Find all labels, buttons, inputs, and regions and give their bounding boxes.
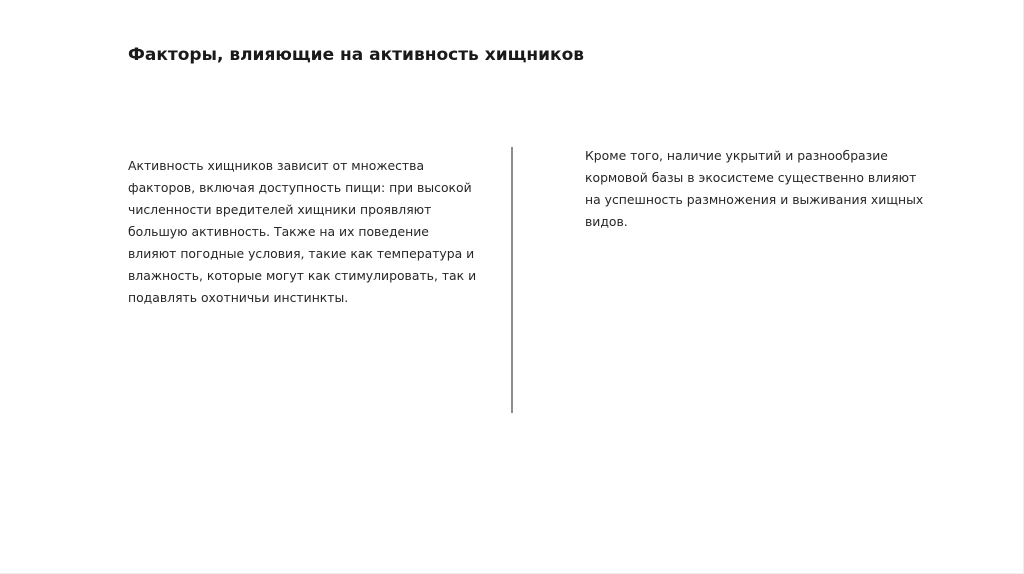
slide-title: Факторы, влияющие на активность хищников	[128, 45, 585, 65]
right-text-column	[585, 145, 923, 233]
left-text-line: Активность хищников зависит от множества	[128, 158, 425, 173]
right-text-line: Кроме того, наличие укрытий и разнообразие	[585, 148, 888, 163]
left-text-line: подавлять охотничьи инстинкты.	[128, 290, 349, 305]
left-text-line: факторов, включая доступность пищи: при высокой	[128, 180, 472, 195]
left-text-column	[128, 155, 476, 309]
left-text-line: влажность, которые могут как стимулировать, так и	[128, 268, 477, 283]
right-text-line: видов.	[585, 214, 628, 229]
left-text-line: численности вредителей хищники проявляют	[128, 202, 432, 217]
left-text-line: влияют погодные условия, такие как температура и	[128, 246, 475, 261]
right-text-line: на успешность размножения и выживания хищных	[585, 192, 924, 207]
right-text-line: кормовой базы в экосистеме существенно влияют	[585, 170, 917, 185]
column-divider	[511, 147, 513, 413]
left-text-line: большую активность. Также на их поведение	[128, 224, 429, 239]
